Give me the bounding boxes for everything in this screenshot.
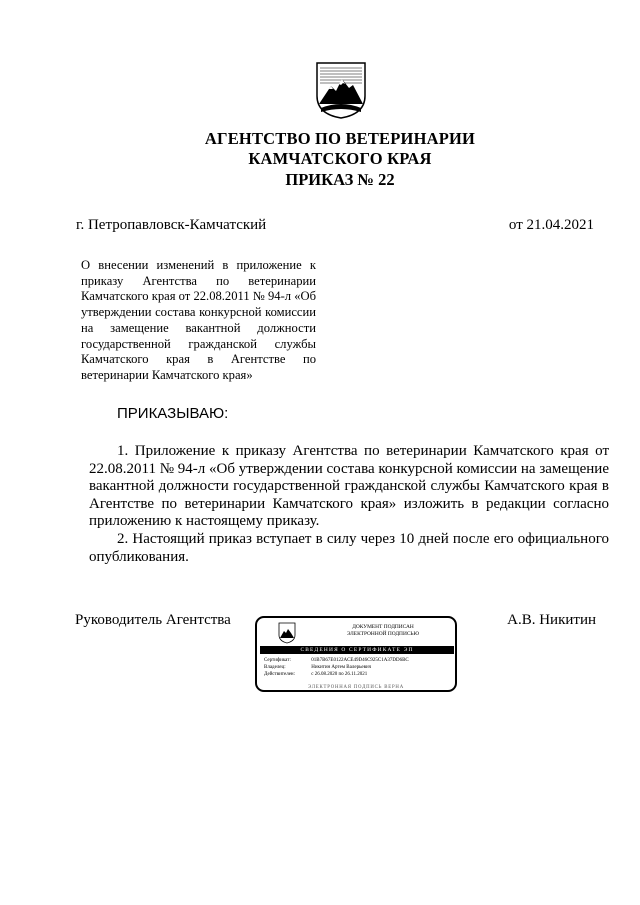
- agency-name-line1: АГЕНТСТВО ПО ВЕТЕРИНАРИИ: [204, 129, 476, 148]
- stamp-row-certificate: [264, 657, 454, 664]
- stamp-certificate-value: 01B7B67E0122ACE49D46C925C1A37DD6BC: [311, 658, 409, 663]
- kamchatka-emblem-icon: [277, 622, 297, 644]
- stamp-footer: ЭЛЕКТРОННАЯ ПОДПИСЬ ВЕРНА: [308, 685, 404, 690]
- signer-role: Руководитель Агентства: [75, 612, 231, 628]
- order-item-2: 2. Настоящий приказ вступает в силу через 10 дней после его официального опубликования.: [89, 530, 609, 565]
- stamp-certificate-bar: СВЕДЕНИЯ О СЕРТИФИКАТЕ ЭП: [260, 646, 454, 654]
- kamchatka-emblem-icon: [311, 60, 371, 120]
- stamp-header-line2: ЭЛЕКТРОННОЙ ПОДПИСЬЮ: [346, 631, 420, 637]
- stamp-validity-value: с 26.08.2020 по 26.11.2021: [311, 672, 368, 678]
- stamp-details: [264, 657, 454, 679]
- stamp-header-line1: ДОКУМЕНТ ПОДПИСАН: [352, 624, 414, 630]
- order-title: ПРИКАЗ № 22: [285, 170, 395, 189]
- order-subject: О внесении изменений в приложение к приказу Агентства по ветеринарии Камчатского края от 22.08.2011 № 94-л «Об утверждении состава конкурсной комиссии на замещение вакантной должности государственной гражданской службы Камчатского края в Агентстве по ветеринарии Камчатского края»: [81, 258, 316, 382]
- electronic-signature-stamp: [255, 616, 457, 692]
- stamp-header: [317, 624, 449, 638]
- agency-name-line2: КАМЧАТСКОГО КРАЯ: [248, 149, 432, 168]
- order-item-1: 1. Приложение к приказу Агентства по ветеринарии Камчатского края от 22.08.2011 № 94-л «Об утверждении состава конкурсной комиссии на замещение вакантной должности государственной гражданской службы Камчатского края в Агентстве по ветеринарии Камчатского края» изложить в редакции согласно приложению к настоящему приказу.: [89, 443, 609, 530]
- stamp-row-validity: [264, 671, 454, 678]
- signer-name: А.В. Никитин: [507, 612, 596, 628]
- stamp-owner-label: Владелец:: [264, 665, 286, 671]
- order-date: от 21.04.2021: [508, 217, 594, 233]
- order-body: [89, 443, 609, 566]
- order-directive: ПРИКАЗЫВАЮ:: [117, 405, 229, 422]
- stamp-certificate-label: Сертификат:: [264, 658, 291, 663]
- stamp-validity-label: Действителен:: [264, 672, 295, 678]
- city: г. Петропавловск-Камчатский: [76, 217, 267, 233]
- agency-name: [0, 129, 640, 169]
- stamp-owner-value: Никитин Артем Валерьевич: [311, 665, 372, 671]
- stamp-row-owner: [264, 664, 454, 671]
